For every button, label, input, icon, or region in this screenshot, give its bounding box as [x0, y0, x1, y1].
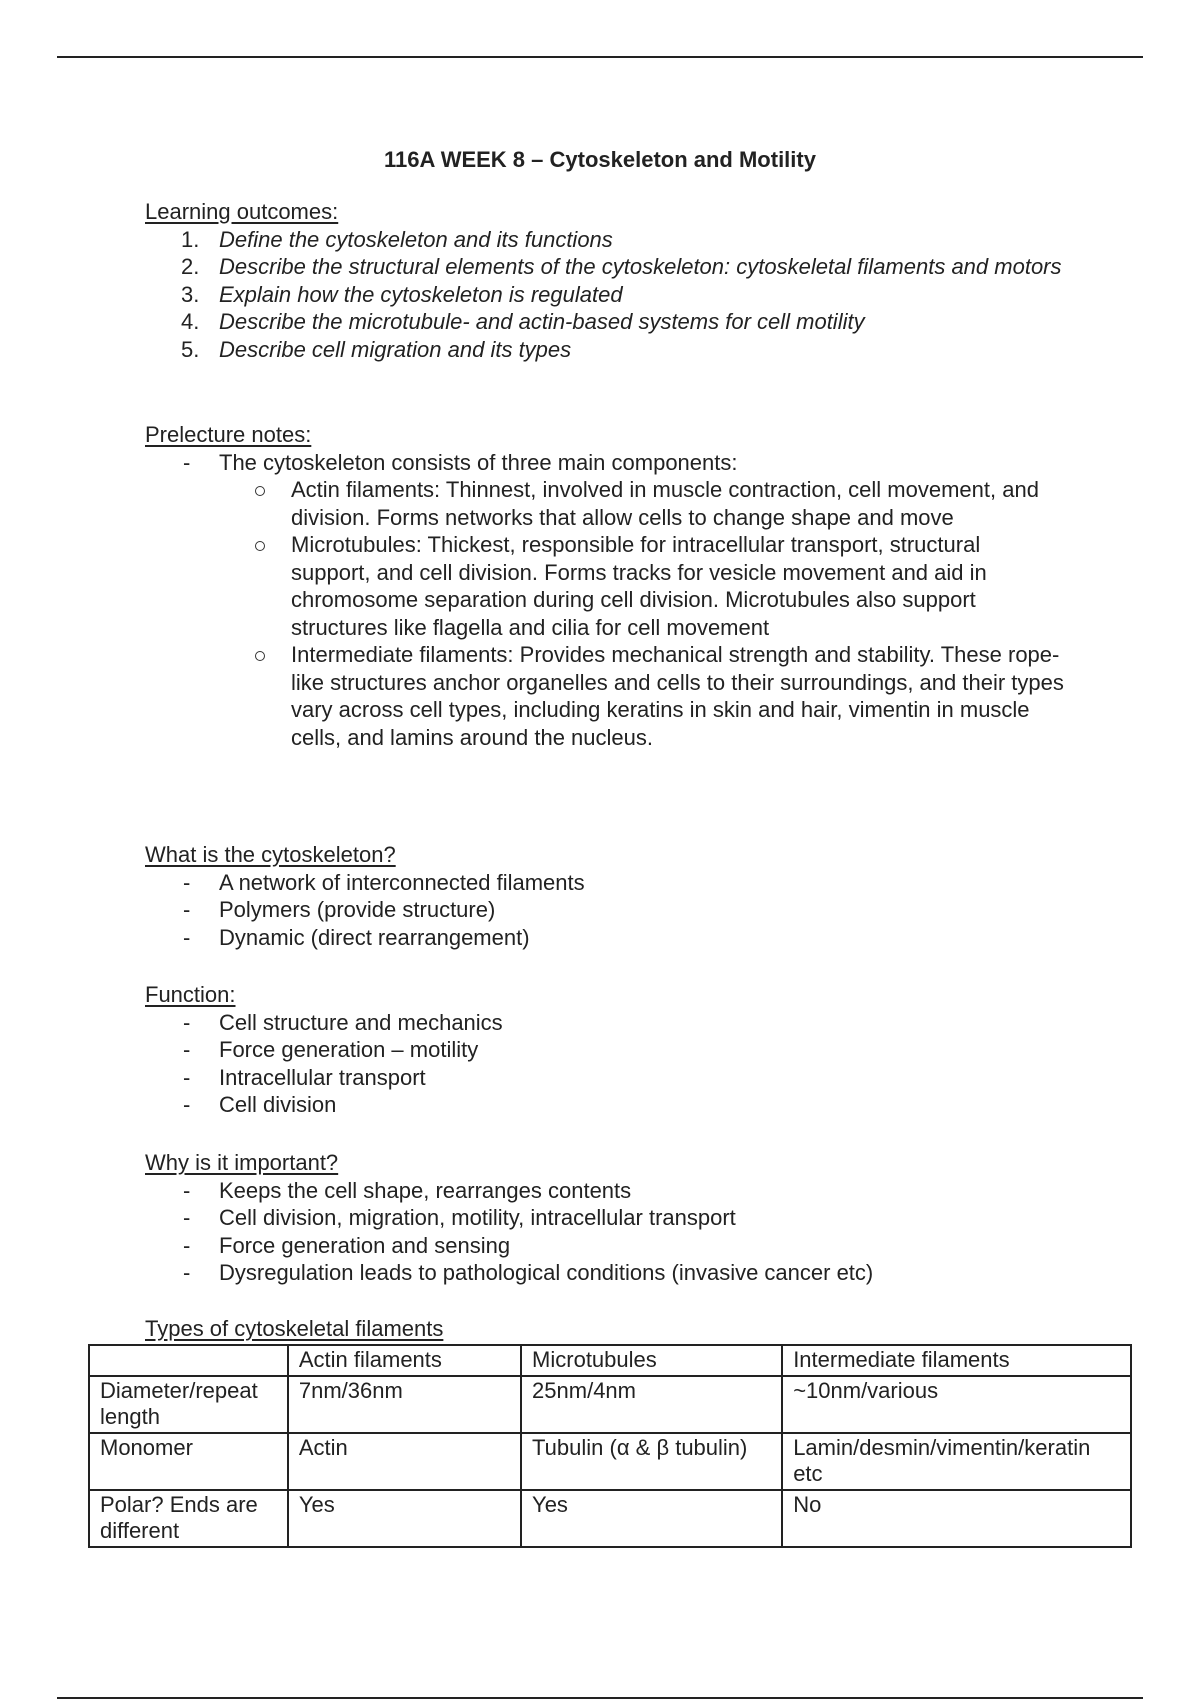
table-row [89, 1490, 1131, 1547]
table-cell: Yes [288, 1490, 521, 1547]
outcome-text: Explain how the cytoskeleton is regulated [219, 281, 623, 307]
table-header-cell [89, 1345, 288, 1376]
circle-bullet-icon [255, 486, 265, 496]
table-cell: Tubulin (α & β tubulin) [521, 1433, 782, 1490]
what-is-list [145, 869, 1065, 952]
dash-bullet: - [183, 449, 191, 475]
learning-outcomes-section [145, 198, 1065, 363]
list-item-text: Polymers (provide structure) [219, 897, 496, 922]
outcome-number: 2. [181, 254, 200, 279]
table-cell: No [782, 1490, 1131, 1547]
learning-outcomes-list [145, 226, 1065, 364]
list-item-text: Cell division, migration, motility, intracellular transport [219, 1205, 736, 1230]
list-item-text: Force generation – motility [219, 1037, 479, 1062]
table-row [89, 1376, 1131, 1433]
list-item-text: Dysregulation leads to pathological conditions (invasive cancer etc) [219, 1260, 874, 1285]
list-item-text: Intracellular transport [219, 1064, 426, 1090]
dash-bullet: - [183, 1260, 191, 1285]
outcome-number: 5. [181, 336, 200, 362]
types-heading: Types of cytoskeletal filaments [145, 1316, 444, 1341]
top-rule [57, 56, 1143, 58]
table-header-row [89, 1345, 1131, 1376]
list-item [145, 869, 1065, 897]
table-cell: Monomer [89, 1433, 288, 1490]
list-item-text: Cell division [219, 1092, 337, 1117]
list-item [145, 1177, 1065, 1205]
types-section [145, 1315, 1065, 1343]
list-item-text: A network of interconnected filaments [219, 869, 585, 895]
component-text: Microtubules: Thickest, responsible for intracellular transport, structural support, and cell division. Forms tracks for vesicle movement and aid in chromosome separation during cell division. Microtubules also support structures like flagella and cilia for cell movement [291, 532, 987, 640]
function-heading: Function: [145, 982, 236, 1007]
list-item [145, 1036, 1065, 1064]
table-header-cell: Actin filaments [288, 1345, 521, 1376]
table-cell: 7nm/36nm [288, 1376, 521, 1433]
list-item [145, 924, 1065, 952]
outcome-item [145, 226, 1065, 254]
list-item-text: Dynamic (direct rearrangement) [219, 924, 530, 950]
dash-bullet: - [183, 1064, 191, 1090]
component-text: Intermediate filaments: Provides mechanical strength and stability. These rope-like structures anchor organelles and cells to their surroundings, and their types vary across cell types, including keratins in skin and hair, vimentin in muscle cells, and lamins around the nucleus. [291, 642, 1064, 750]
list-item-text: Force generation and sensing [219, 1232, 511, 1258]
table-header-cell: Intermediate filaments [782, 1345, 1131, 1376]
table-cell: Actin [288, 1433, 521, 1490]
outcome-item [145, 308, 1065, 336]
prelecture-list [145, 449, 1065, 752]
component-item [219, 641, 1065, 751]
table-cell: 25nm/4nm [521, 1376, 782, 1433]
outcome-text: Define the cytoskeleton and its functions [219, 226, 613, 252]
prelecture-intro-item [145, 449, 1065, 752]
dash-bullet: - [183, 1092, 191, 1117]
table-cell: ~10nm/various [782, 1376, 1131, 1433]
table-cell: Lamin/desmin/vimentin/keratin etc [782, 1433, 1131, 1490]
list-item [145, 1064, 1065, 1092]
outcome-number: 4. [181, 309, 200, 334]
component-text: Actin filaments: Thinnest, involved in muscle contraction, cell movement, and division. Forms networks that allow cells to change shape and move [291, 477, 1039, 530]
why-important-list [145, 1177, 1065, 1287]
what-is-section [145, 841, 1065, 951]
outcome-text: Describe the structural elements of the cytoskeleton: cytoskeletal filaments and motors [219, 254, 1062, 279]
outcome-item [145, 253, 1065, 281]
dash-bullet: - [183, 1009, 191, 1035]
table-cell: Yes [521, 1490, 782, 1547]
list-item [145, 1009, 1065, 1037]
outcome-text: Describe cell migration and its types [219, 336, 572, 362]
dash-bullet: - [183, 869, 191, 895]
page-title: 116A WEEK 8 – Cytoskeleton and Motility [384, 147, 816, 172]
list-item [145, 1204, 1065, 1232]
component-item [219, 531, 1065, 641]
dash-bullet: - [183, 924, 191, 950]
outcome-number: 1. [181, 226, 200, 252]
list-item [145, 1091, 1065, 1119]
circle-bullet-icon [255, 541, 265, 551]
dash-bullet: - [183, 897, 191, 922]
table-row [89, 1433, 1131, 1490]
prelecture-heading: Prelecture notes: [145, 422, 312, 447]
list-item-text: Cell structure and mechanics [219, 1009, 503, 1035]
outcome-text: Describe the microtubule- and actin-based systems for cell motility [219, 309, 865, 334]
learning-outcomes-heading: Learning outcomes: [145, 199, 339, 224]
component-list [219, 476, 1065, 751]
dash-bullet: - [183, 1037, 191, 1062]
bottom-rule [57, 1697, 1143, 1699]
outcome-item [145, 281, 1065, 309]
function-list [145, 1009, 1065, 1119]
prelecture-intro: The cytoskeleton consists of three main components: [219, 449, 738, 475]
outcome-number: 3. [181, 281, 200, 307]
filament-types-table [88, 1344, 1132, 1548]
dash-bullet: - [183, 1232, 191, 1258]
table-header-cell: Microtubules [521, 1345, 782, 1376]
table-cell: Polar? Ends are different [89, 1490, 288, 1547]
component-item [219, 476, 1065, 531]
prelecture-section [145, 421, 1065, 751]
dash-bullet: - [183, 1177, 191, 1203]
list-item [145, 1232, 1065, 1260]
table-cell: Diameter/repeat length [89, 1376, 288, 1433]
why-important-section [145, 1149, 1065, 1287]
function-section [145, 981, 1065, 1119]
why-important-heading: Why is it important? [145, 1150, 339, 1175]
list-item [145, 896, 1065, 924]
list-item [145, 1259, 1065, 1287]
what-is-heading: What is the cytoskeleton? [145, 842, 396, 867]
dash-bullet: - [183, 1205, 191, 1230]
circle-bullet-icon [255, 651, 265, 661]
outcome-item [145, 336, 1065, 364]
list-item-text: Keeps the cell shape, rearranges contents [219, 1177, 632, 1203]
